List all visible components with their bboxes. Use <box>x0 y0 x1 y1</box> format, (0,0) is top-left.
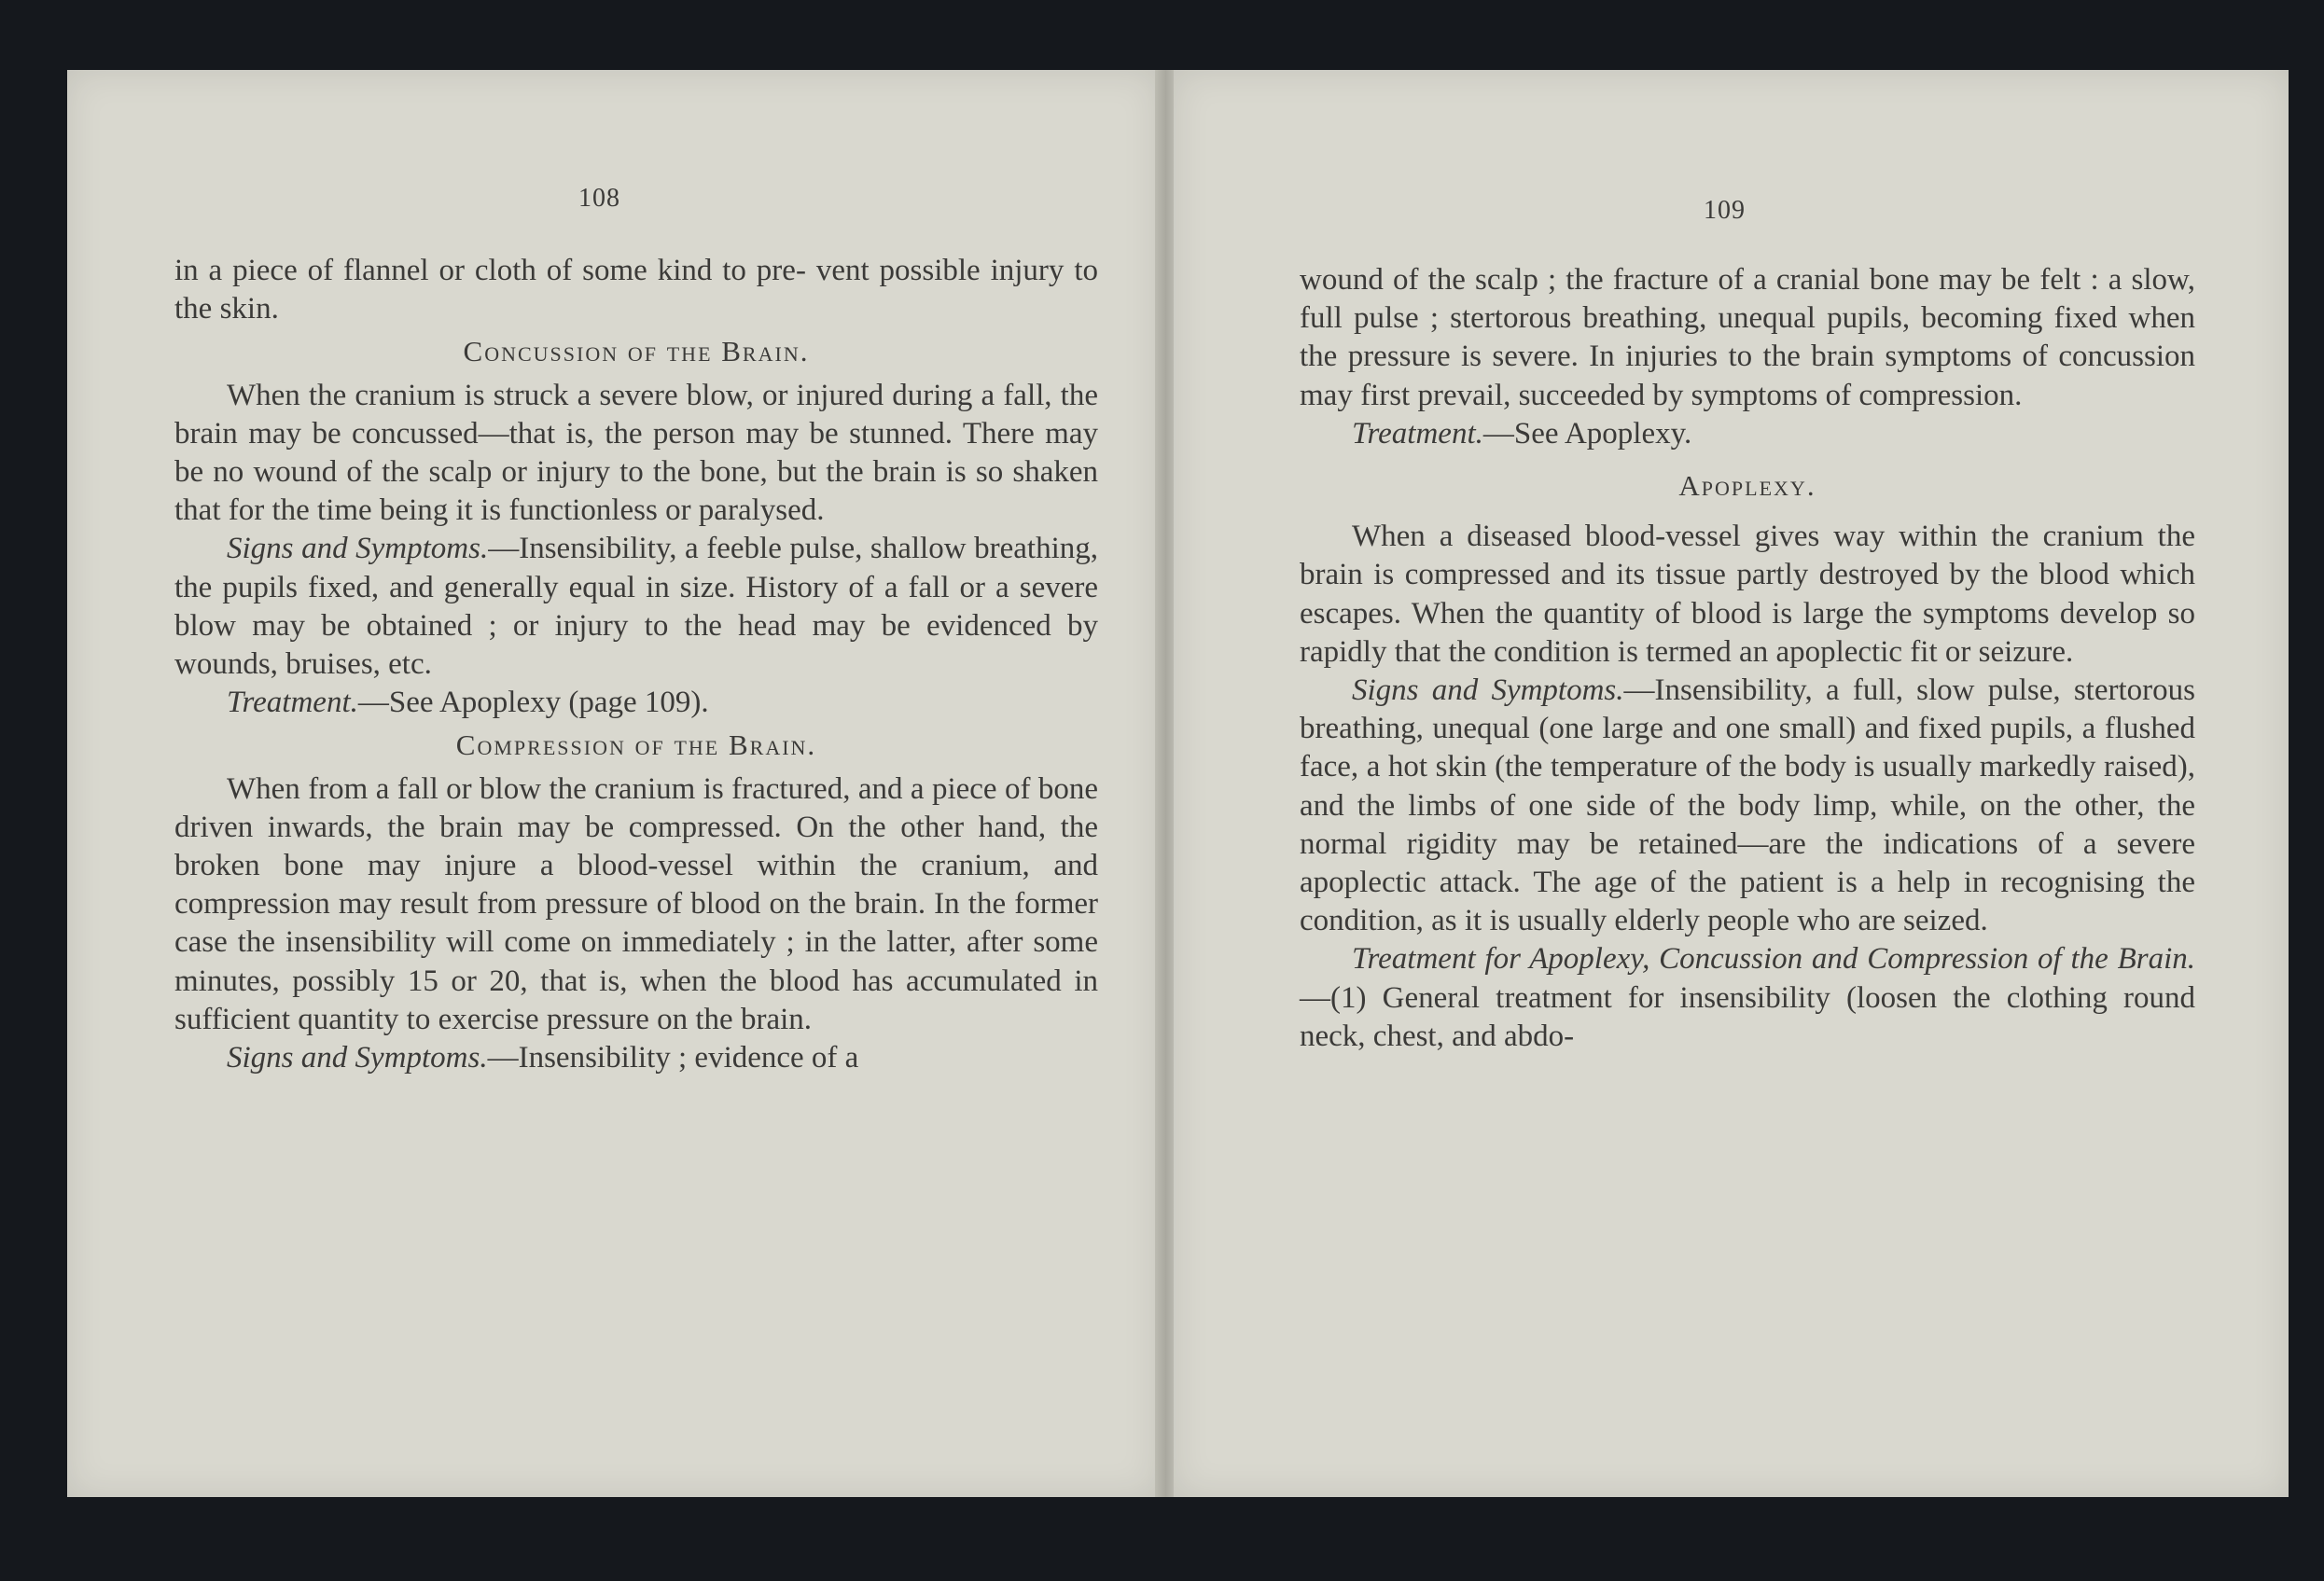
compression-paragraph: When from a fall or blow the cranium is fractured, and a piece of bone driven inwards, the brain may be compressed. On the other hand, the broken bone may injure a blood-vessel within the cranium, and compression may result from pressure of blood on the brain. In the former case the insensibility will come on immediately ; in the latter, after some minutes, possibly 15 or 20, that is, when the blood has accumulated in sufficient quantity to exercise pressure on the brain. <box>174 771 1098 1036</box>
concussion-signs-label: Signs and Symptoms. <box>227 532 489 566</box>
apoplexy-heading: Apoplexy. <box>1678 469 1816 503</box>
page-number-right: 109 <box>1704 196 1746 225</box>
page-number-left: 108 <box>578 184 620 213</box>
concussion-treatment-text: —See Apoplexy (page 109). <box>357 686 709 720</box>
apoplexy-signs-text: —Insensibility, a full, slow pulse, stertorous breathing, unequal (one large and one small) and fixed pupils, a flushed face, a hot skin (the temperature of the body is usually markedly raised), and the limbs of one side of the body limp, while, on the other, the normal rigidity may be retained—are the indications of a severe apoplectic attack. The age of the patient is a help in recognising the condition, as it is usually elderly people who are seized. <box>1300 673 2195 938</box>
apoplexy-treatment <box>1300 940 2195 1056</box>
concussion-treatment <box>174 684 1098 722</box>
apoplexy-signs-label: Signs and Symptoms. <box>1352 673 1624 708</box>
right-page-text <box>1300 261 2195 1056</box>
apoplexy-paragraph: When a diseased blood-vessel gives way within the cranium the brain is compressed and its tissue partly destroyed by the blood which escapes. When the quantity of blood is large the symptoms develop so rapidly that the condition is termed an apoplectic fit or seizure. <box>1300 520 2195 669</box>
compression-signs <box>174 1039 1098 1077</box>
compression-heading: Compression of the Brain. <box>455 728 817 762</box>
compression-treatment <box>1300 415 2195 453</box>
apoplexy-treatment-text: —(1) General treatment for insensibility (loosen the clothing round neck, chest, and abdo- <box>1300 980 2195 1053</box>
apoplexy-treatment-label: Treatment for Apoplexy, Concussion and Compression of the Brain. <box>1352 942 2195 977</box>
right-page <box>1174 70 2289 1497</box>
left-page <box>67 70 1159 1497</box>
compression-treatment-label: Treatment. <box>1352 416 1483 451</box>
continuation-paragraph: wound of the scalp ; the fracture of a cranial bone may be felt : a slow, full pulse ; stertorous breathing, unequal pupils, becoming fixed when the pressure is severe. In injuries to the brain symptoms of concussion may first prevail, succeeded by symptoms of compression. <box>1300 263 2195 412</box>
concussion-treatment-label: Treatment. <box>227 686 358 720</box>
intro-paragraph: in a piece of flannel or cloth of some kind to pre- vent possible injury to the skin. <box>174 254 1098 326</box>
concussion-heading: Concussion of the Brain. <box>463 335 810 368</box>
compression-treatment-text: —See Apoplexy. <box>1482 416 1692 451</box>
compression-signs-label: Signs and Symptoms. <box>227 1041 488 1075</box>
compression-signs-text: —Insensibility ; evidence of a <box>487 1041 859 1075</box>
left-page-text <box>174 252 1098 1077</box>
concussion-paragraph: When the cranium is struck a severe blow, or injured during a fall, the brain may be concussed—that is, the person may be stunned. There may be no wound of the scalp or injury to the bone, but the brain is so shaken that for the time being it is functionless or paralysed. <box>174 378 1098 528</box>
concussion-signs <box>174 530 1098 684</box>
apoplexy-signs <box>1300 672 2195 940</box>
concussion-signs-text: —Insensibility, a feeble pulse, shallow breathing, the pupils fixed, and generally equal in size. History of a fall or a severe blow may be obtained ; or injury to the head may be evidenced by wounds, bruises, etc. <box>174 532 1098 682</box>
